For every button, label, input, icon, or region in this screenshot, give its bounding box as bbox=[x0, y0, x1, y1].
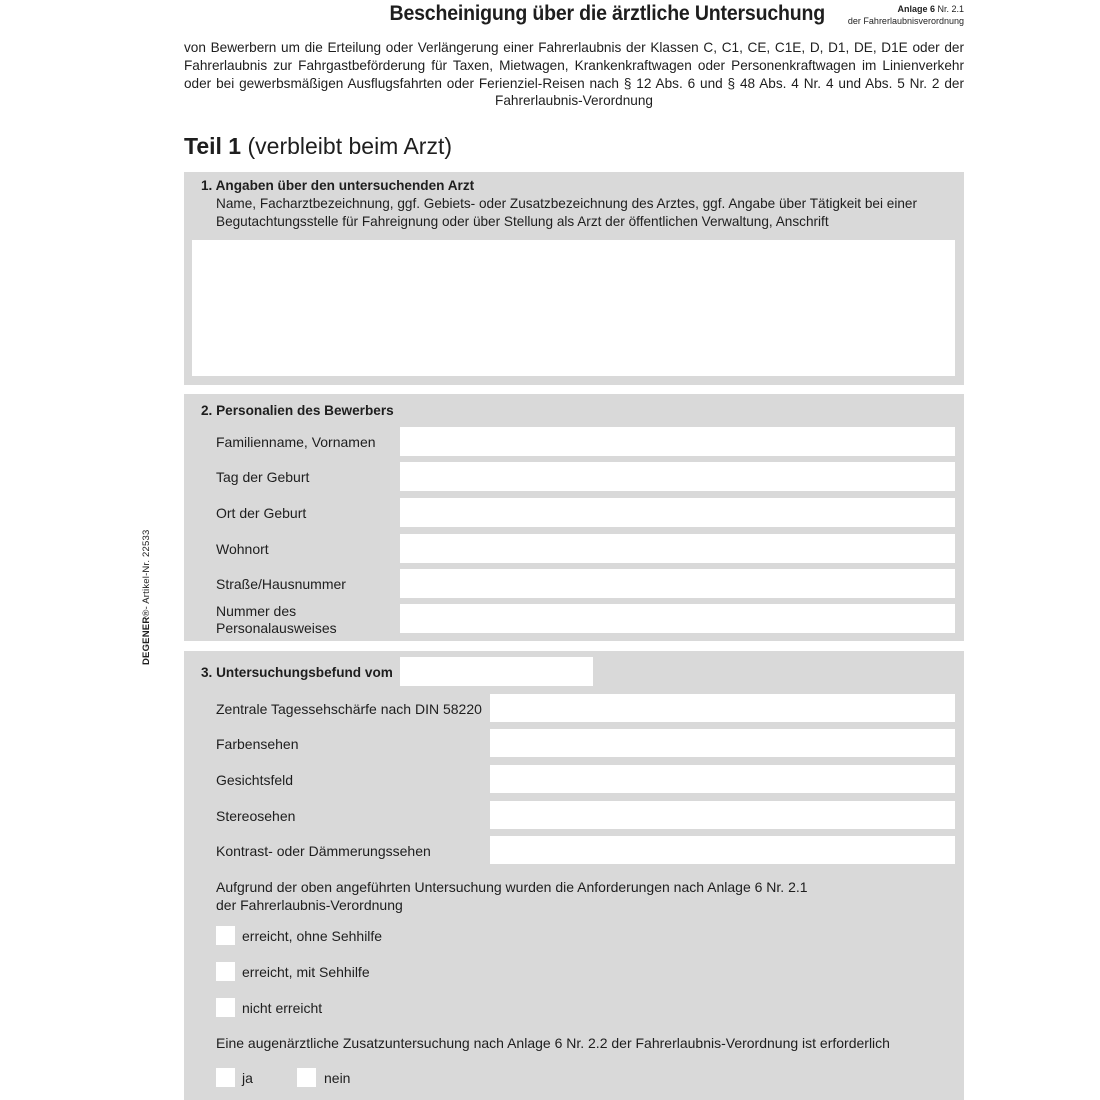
nicht-erreicht-label: nicht erreicht bbox=[242, 1000, 323, 1016]
article-number: - Artikel-Nr. 22533 bbox=[141, 529, 152, 610]
ohne-sehhilfe-label: erreicht, ohne Sehhilfe bbox=[242, 928, 383, 944]
familienname-label: Familienname, Vornamen bbox=[216, 434, 376, 450]
kontrastsehen-label: Kontrast- oder Dämmerungssehen bbox=[216, 843, 431, 859]
familienname-field[interactable] bbox=[400, 427, 955, 456]
zusatz-nein-checkbox[interactable] bbox=[297, 1068, 316, 1087]
ohne-sehhilfe-checkbox[interactable] bbox=[216, 926, 235, 945]
farbensehen-label: Farbensehen bbox=[216, 736, 299, 752]
kontrastsehen-field[interactable] bbox=[490, 836, 955, 864]
zusatz-nein-label: nein bbox=[324, 1070, 351, 1086]
teil-heading bbox=[184, 133, 452, 160]
publisher-sidetext bbox=[141, 530, 152, 665]
gesichtsfeld-field[interactable] bbox=[490, 765, 955, 793]
ausweisnummer-label: Nummer des Personalausweises bbox=[216, 603, 337, 636]
wohnort-field[interactable] bbox=[400, 534, 955, 563]
section-arzt bbox=[184, 172, 964, 385]
mit-sehhilfe-label: erreicht, mit Sehhilfe bbox=[242, 964, 370, 980]
nicht-erreicht-checkbox[interactable] bbox=[216, 998, 235, 1017]
befund-datum-field[interactable] bbox=[400, 657, 593, 686]
wohnort-label: Wohnort bbox=[216, 541, 269, 557]
zusatzuntersuchung-text: Eine augenärztliche Zusatzuntersuchung nach Anlage 6 Nr. 2.2 der Fahrerlaubnis-Verordnung ist erforderlich bbox=[216, 1035, 890, 1051]
stereosehen-field[interactable] bbox=[490, 801, 955, 829]
farbensehen-field[interactable] bbox=[490, 729, 955, 757]
geburtstag-label: Tag der Geburt bbox=[216, 469, 310, 485]
section-arzt-title: 1. Angaben über den untersuchenden Arzt bbox=[201, 178, 475, 193]
geburtsort-label: Ort der Geburt bbox=[216, 505, 307, 521]
geburtsort-field[interactable] bbox=[400, 498, 955, 527]
strasse-field[interactable] bbox=[400, 569, 955, 598]
strasse-label: Straße/Hausnummer bbox=[216, 576, 346, 592]
anlage-number: Nr. 2.1 bbox=[934, 4, 964, 14]
anlage-source: der Fahrerlaubnisverordnung bbox=[847, 16, 964, 26]
form-subtitle: von Bewerbern um die Erteilung oder Verlängerung einer Fahrerlaubnis der Klassen C, C1, CE, C1E, D, D1, DE, D1E oder der Fahrerlaubnis zur Fahrgastbeförderung für Taxen, Mietwagen, Krankenkraftwagen oder Personenkraftwagen im Linienverkehr oder bei gewerbsmäßigen Ausflugsfahrten oder Ferienziel-Reisen nach § 12 Abs. 6 und § 48 Abs. 4 Nr. 4 und Abs. 5 Nr. 2 der Fahrerlaubnis-Verordnung bbox=[184, 40, 964, 109]
ausweisnummer-field[interactable] bbox=[400, 604, 955, 633]
publisher-brand: DEGENER bbox=[141, 616, 152, 665]
teil-note: (verbleibt beim Arzt) bbox=[241, 133, 453, 159]
section-befund bbox=[184, 651, 964, 1100]
mit-sehhilfe-checkbox[interactable] bbox=[216, 962, 235, 981]
zusatz-ja-checkbox[interactable] bbox=[216, 1068, 235, 1087]
stereosehen-label: Stereosehen bbox=[216, 808, 296, 824]
tagessehschaerfe-field[interactable] bbox=[490, 694, 955, 722]
form-title: Bescheinigung über die ärztliche Untersuchung bbox=[389, 2, 825, 25]
anforderungen-statement: Aufgrund der oben angeführten Untersuchung wurden die Anforderungen nach Anlage 6 Nr. 2.1 der Fahrerlaubnis-Verordnung bbox=[216, 879, 808, 913]
tagessehschaerfe-label: Zentrale Tagessehschärfe nach DIN 58220 bbox=[216, 701, 482, 717]
section-arzt-description: Name, Facharztbezeichnung, ggf. Gebiets- oder Zusatzbezeichnung des Arztes, ggf. Angabe über Tätigkeit bei einer Begutachtungsstelle für Fahreignung oder über Stellung als Arzt der öffentlichen Verwaltung, Anschrift bbox=[216, 196, 917, 229]
section-personalien-title: 2. Personalien des Bewerbers bbox=[201, 403, 394, 418]
publisher-brand-mark: ® bbox=[141, 609, 152, 617]
anlage-bold: Anlage 6 bbox=[897, 4, 935, 14]
teil-number: Teil 1 bbox=[184, 133, 242, 159]
arzt-details-field[interactable] bbox=[192, 240, 955, 376]
anlage-reference bbox=[828, 3, 964, 27]
geburtstag-field[interactable] bbox=[400, 462, 955, 491]
section-personalien bbox=[184, 394, 964, 641]
zusatz-ja-label: ja bbox=[242, 1070, 253, 1086]
section-befund-title: 3. Untersuchungsbefund vom bbox=[201, 665, 393, 680]
gesichtsfeld-label: Gesichtsfeld bbox=[216, 772, 294, 788]
